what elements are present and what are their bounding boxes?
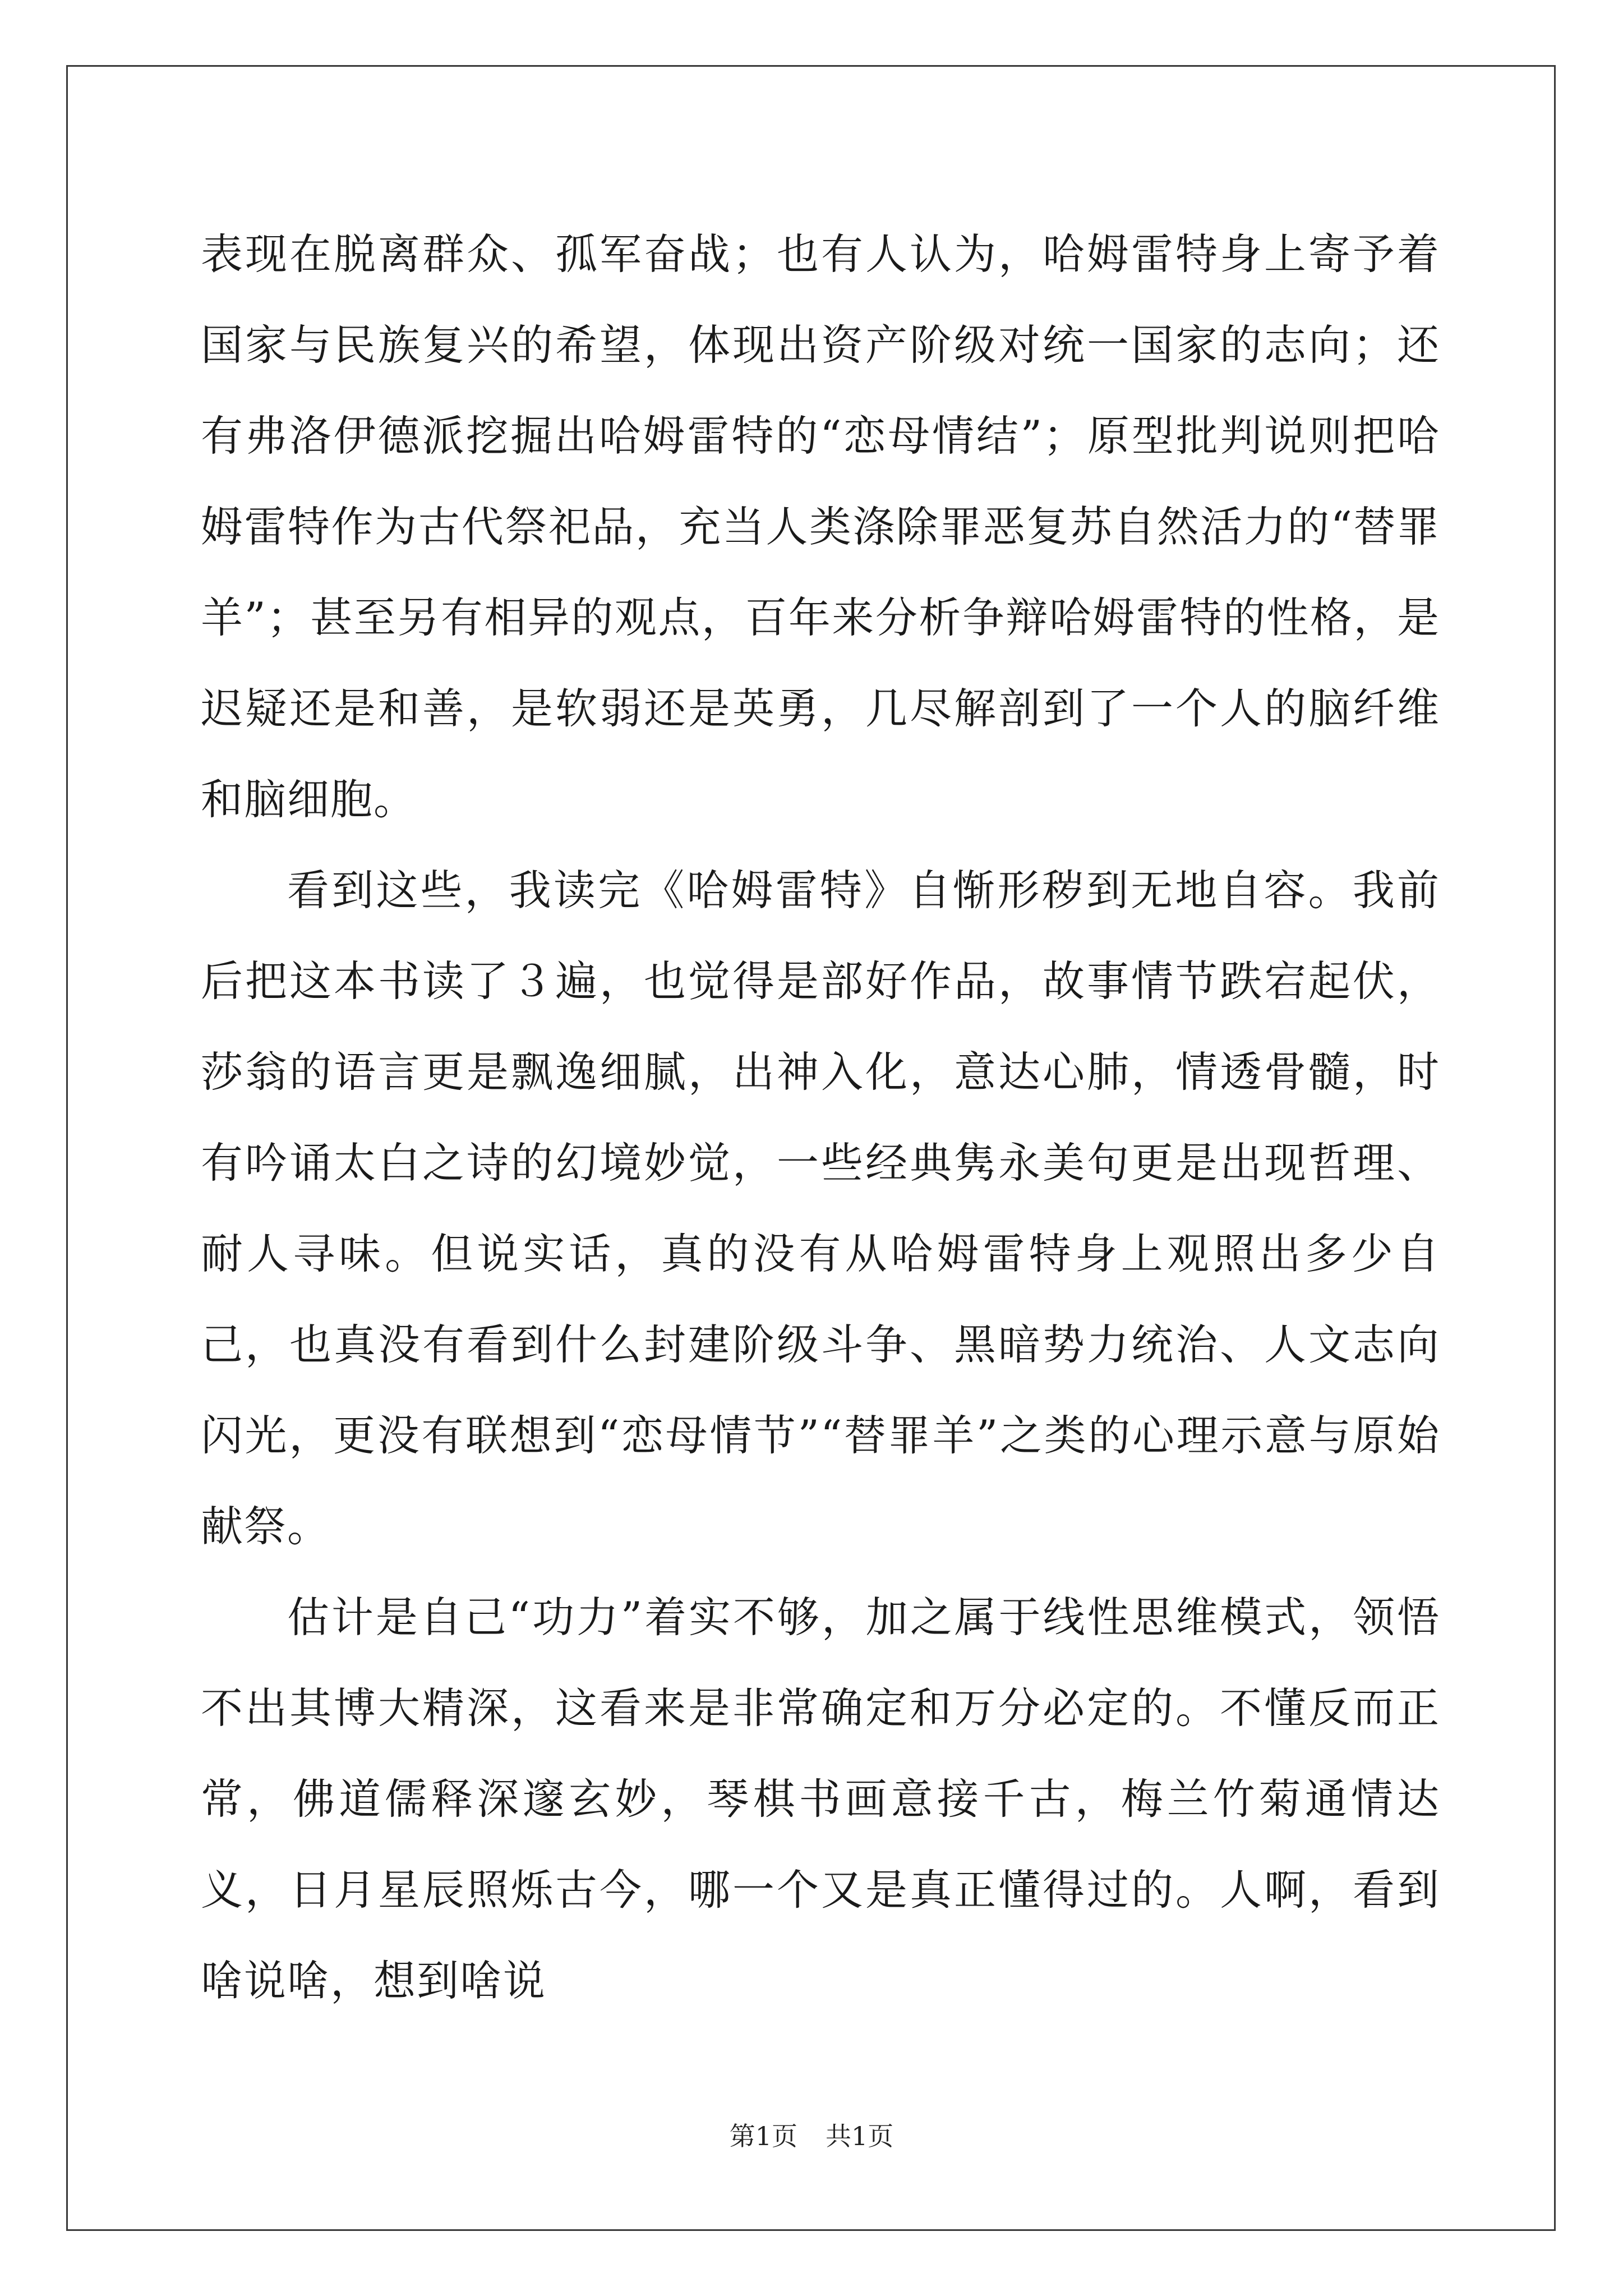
paragraph-2: 看到这些，我读完《哈姆雷特》自惭形秽到无地自容。我前后把这本书读了３遍，也觉得是部好作品，故事情节跌宕起伏，莎翁的语言更是飘逸细腻，出神入化，意达心肺，情透骨髓，时有吟诵太白之诗的幻境妙觉，一些经典隽永美句更是出现哲理、耐人寻味。但说实话，真的没有从哈姆雷特身上观照出多少自己，也真没有看到什么封建阶级斗争、黑暗势力统治、人文志向闪光，更没有联想到“恋母情节”“替罪羊”之类的心理示意与原始献祭。: [201, 866, 1440, 1551]
paragraph-3: 估计是自己“功力”着实不够，加之属于线性思维模式，领悟不出其博大精深，这看来是非常确定和万分必定的。不懂反而正常，佛道儒释深邃玄妙，琴棋书画意接千古，梅兰竹菊通情达义，日月星辰照烁古今，哪一个又是真正懂得过的。人啊，看到啥说啥，想到啥说: [201, 1593, 1440, 2005]
document-body: [201, 209, 1440, 2026]
page-number-total: 共1页: [826, 2121, 894, 2151]
paragraph-1: 表现在脱离群众、孤军奋战；也有人认为，哈姆雷特身上寄予着国家与民族复兴的希望，体现出资产阶级对统一国家的志向；还有弗洛伊德派挖掘出哈姆雷特的“恋母情结”；原型批判说则把哈姆雷特作为古代祭祀品，充当人类涤除罪恶复苏自然活力的“替罪羊”；甚至另有相异的观点，百年来分析争辩哈姆雷特的性格，是迟疑还是和善，是软弱还是英勇，几尽解剖到了一个人的脑纤维和脑细胞。: [201, 229, 1440, 824]
page-footer: [0, 2119, 1623, 2153]
page-number-current: 第1页: [729, 2121, 797, 2151]
